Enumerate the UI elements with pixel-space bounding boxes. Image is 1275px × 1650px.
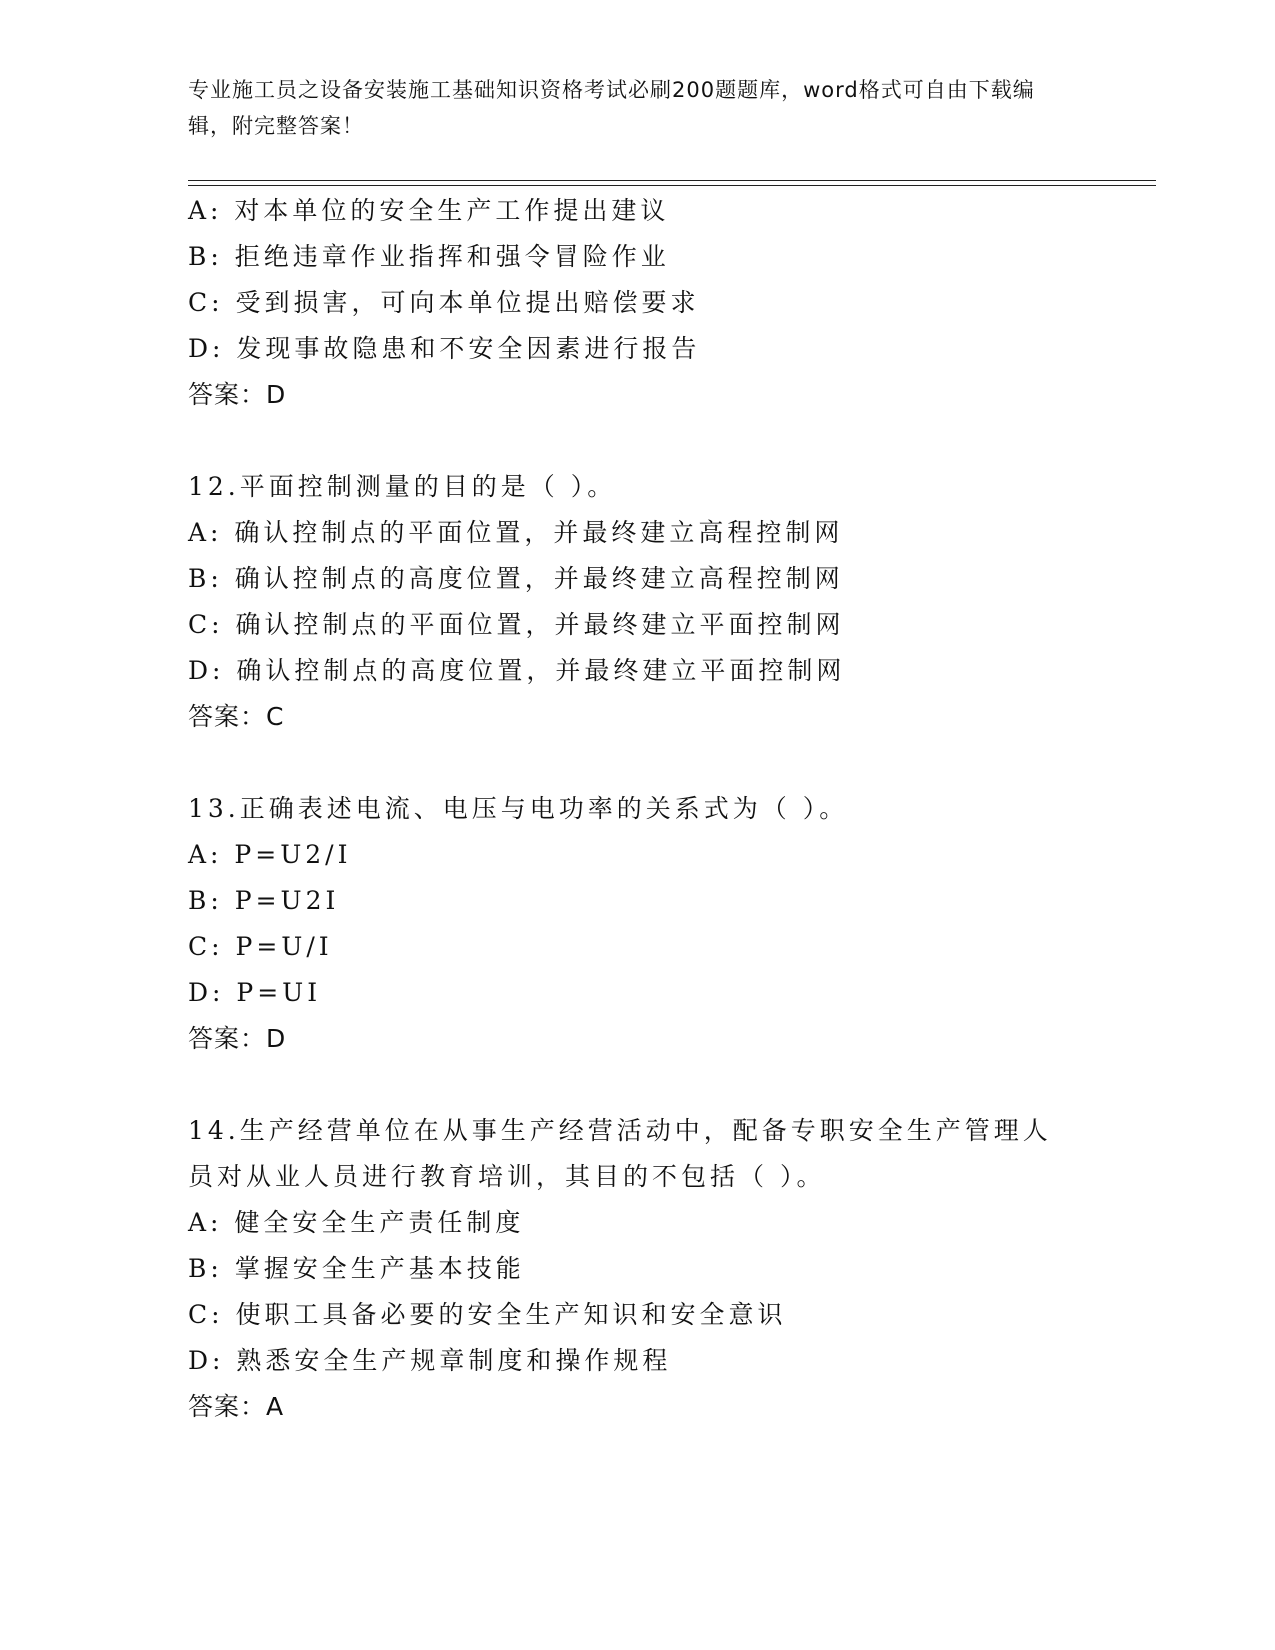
spacer — [188, 740, 1088, 786]
option-c: C: 确认控制点的平面位置，并最终建立平面控制网 — [188, 610, 845, 639]
spacer — [188, 1062, 1088, 1108]
answer: 答案：D — [188, 380, 287, 409]
header-divider-top — [188, 180, 1156, 181]
question-text: 12.平面控制测量的目的是（ ）。 — [188, 472, 617, 501]
document-header: 专业施工员之设备安装施工基础知识资格考试必刷200题题库，word格式可自由下载编辑，附完整答案！ — [188, 78, 1035, 138]
question-11 — [188, 188, 1088, 418]
question-14 — [188, 1108, 1088, 1430]
answer: 答案：A — [188, 1392, 285, 1421]
header-divider-bottom — [188, 185, 1156, 186]
question-text: 14.生产经营单位在从事生产经营活动中，配备专职安全生产管理人员对从业人员进行教育培训，其目的不包括（ ）。 — [188, 1116, 1052, 1191]
option-a: A: 健全安全生产责任制度 — [188, 1208, 525, 1237]
option-b: B: P=U2I — [188, 886, 340, 915]
option-d: D: 发现事故隐患和不安全因素进行报告 — [188, 334, 701, 363]
option-b: B: 掌握安全生产基本技能 — [188, 1254, 525, 1283]
question-12 — [188, 464, 1088, 740]
option-a: A: 确认控制点的平面位置，并最终建立高程控制网 — [188, 518, 844, 547]
option-c: C: 使职工具备必要的安全生产知识和安全意识 — [188, 1300, 787, 1329]
option-d: D: 确认控制点的高度位置，并最终建立平面控制网 — [188, 656, 846, 685]
option-a: A: 对本单位的安全生产工作提出建议 — [188, 196, 670, 225]
option-d: D: P=UI — [188, 978, 322, 1007]
option-d: D: 熟悉安全生产规章制度和操作规程 — [188, 1346, 672, 1375]
answer: 答案：C — [188, 702, 285, 731]
question-13 — [188, 786, 1088, 1062]
option-b: B: 确认控制点的高度位置，并最终建立高程控制网 — [188, 564, 844, 593]
answer: 答案：D — [188, 1024, 287, 1053]
option-c: C: 受到损害，可向本单位提出赔偿要求 — [188, 288, 700, 317]
option-a: A: P=U2/I — [188, 840, 352, 869]
option-c: C: P=U/I — [188, 932, 333, 961]
question-text: 13.正确表述电流、电压与电功率的关系式为（ ）。 — [188, 794, 849, 823]
spacer — [188, 418, 1088, 464]
question-list — [188, 188, 1088, 1430]
option-b: B: 拒绝违章作业指挥和强令冒险作业 — [188, 242, 670, 271]
